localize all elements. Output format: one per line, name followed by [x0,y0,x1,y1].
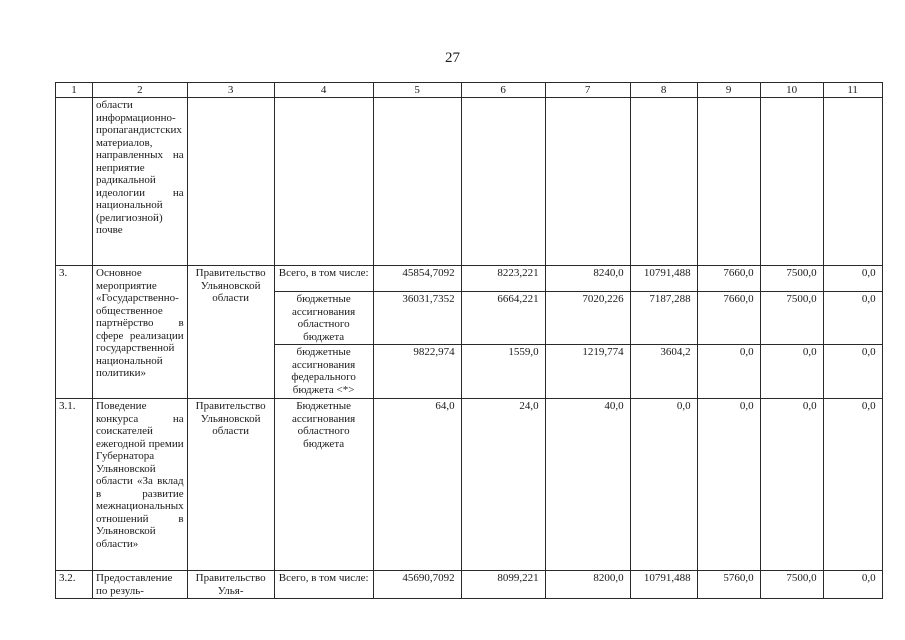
amount-cell: 8200,0 [545,571,630,599]
column-header: 1 [56,83,93,98]
responsible-executor: Правительство Ульяновской области [187,266,274,399]
amount-cell: 1219,774 [545,345,630,399]
funding-source: бюджетные ассигнования федерального бюджета <*> [274,345,373,399]
amount-cell: 5760,0 [697,571,760,599]
amount-cell: 45854,7092 [373,266,461,292]
measure-name: Поведение конкурса на соискателей ежегодной премии Губернатора Ульяновской области «За вклад в развитие межнациональных отношений в Ульяновской области» [93,399,188,571]
amount-cell: 8099,221 [461,571,545,599]
column-header: 9 [697,83,760,98]
amount-cell: 8240,0 [545,266,630,292]
responsible-executor [187,98,274,266]
column-header: 10 [760,83,823,98]
amount-cell: 7660,0 [697,266,760,292]
amount-cell: 8223,221 [461,266,545,292]
column-header: 5 [373,83,461,98]
budget-table [55,82,883,599]
amount-cell: 0,0 [823,399,882,571]
table-row [56,399,883,571]
measure-name: области информационно-пропагандистских материалов, направленных на неприятие радикальной идеологии на национальной (религиозной) почве [93,98,188,266]
column-header: 8 [630,83,697,98]
row-number [56,98,93,266]
amount-cell [823,98,882,266]
funding-source [274,98,373,266]
amount-cell [545,98,630,266]
amount-cell: 0,0 [697,399,760,571]
row-number: 3. [56,266,93,399]
column-header: 6 [461,83,545,98]
amount-cell [630,98,697,266]
responsible-executor: Правительство Ульяновской области [187,399,274,571]
amount-cell: 0,0 [823,345,882,399]
amount-cell: 3604,2 [630,345,697,399]
amount-cell [461,98,545,266]
column-header: 2 [93,83,188,98]
amount-cell: 10791,488 [630,571,697,599]
page-number: 27 [445,50,460,66]
amount-cell: 7660,0 [697,292,760,345]
table-row [56,571,883,599]
column-header: 7 [545,83,630,98]
amount-cell: 7500,0 [760,571,823,599]
amount-cell: 0,0 [760,399,823,571]
table-row [56,266,883,292]
amount-cell [697,98,760,266]
column-header: 4 [274,83,373,98]
amount-cell: 0,0 [630,399,697,571]
amount-cell: 7020,226 [545,292,630,345]
amount-cell [373,98,461,266]
funding-source: Всего, в том числе: [274,266,373,292]
amount-cell: 7500,0 [760,292,823,345]
row-number: 3.2. [56,571,93,599]
amount-cell: 7187,288 [630,292,697,345]
amount-cell: 0,0 [760,345,823,399]
funding-source: Бюджетные ассигнования областного бюджета [274,399,373,571]
responsible-executor: Правительство Улья- [187,571,274,599]
amount-cell: 0,0 [823,292,882,345]
measure-name: Основное мероприятие «Государственно-общественное партнёрство в сфере реализации государственной национальной политики» [93,266,188,399]
amount-cell: 45690,7092 [373,571,461,599]
amount-cell: 6664,221 [461,292,545,345]
measure-name: Предоставление по резуль- [93,571,188,599]
amount-cell: 0,0 [697,345,760,399]
funding-source: бюджетные ассигнования областного бюджета [274,292,373,345]
amount-cell: 40,0 [545,399,630,571]
row-number: 3.1. [56,399,93,571]
amount-cell: 64,0 [373,399,461,571]
amount-cell: 36031,7352 [373,292,461,345]
amount-cell: 24,0 [461,399,545,571]
column-header: 11 [823,83,882,98]
amount-cell: 9822,974 [373,345,461,399]
column-header: 3 [187,83,274,98]
column-number-header [56,83,883,98]
table-row [56,98,883,266]
funding-source: Всего, в том числе: [274,571,373,599]
amount-cell: 10791,488 [630,266,697,292]
amount-cell [760,98,823,266]
amount-cell: 0,0 [823,571,882,599]
amount-cell: 0,0 [823,266,882,292]
amount-cell: 7500,0 [760,266,823,292]
amount-cell: 1559,0 [461,345,545,399]
